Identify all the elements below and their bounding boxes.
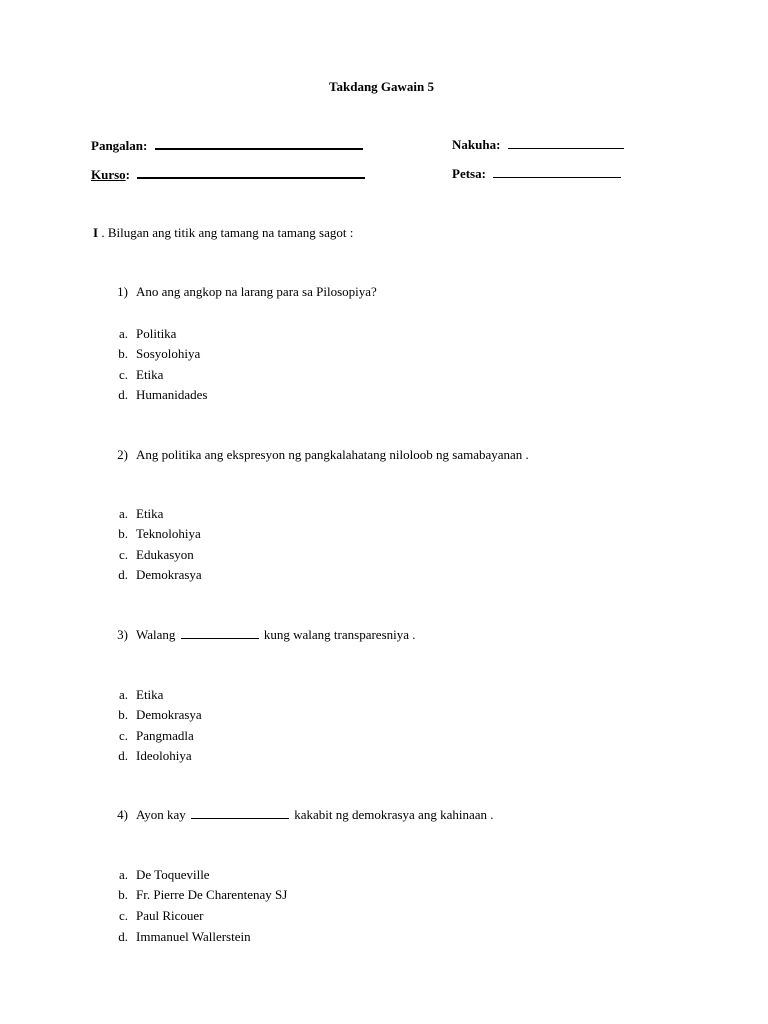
- option-letter: b.: [118, 707, 128, 722]
- option-text: Etika: [136, 367, 164, 382]
- option-letter: b.: [118, 346, 128, 361]
- document-title: Takdang Gawain 5: [329, 79, 435, 94]
- q4-option-c[interactable]: [106, 908, 204, 924]
- option-letter: d.: [118, 929, 128, 944]
- option-letter: a.: [118, 326, 128, 341]
- option-letter: d.: [118, 387, 128, 402]
- q2-option-d[interactable]: [106, 567, 202, 583]
- question-number: 3): [117, 627, 128, 642]
- question-3: [106, 627, 416, 643]
- q2-option-b[interactable]: [106, 526, 201, 542]
- q2-option-a[interactable]: [106, 506, 163, 522]
- option-text: Teknolohiya: [136, 526, 201, 541]
- option-letter: a.: [118, 506, 128, 521]
- course-field[interactable]: [91, 166, 365, 183]
- section-number: I: [93, 225, 99, 240]
- option-text: Paul Ricouer: [136, 908, 204, 923]
- q1-option-a[interactable]: [106, 326, 176, 342]
- date-label: Petsa:: [452, 166, 486, 181]
- option-text: Immanuel Wallerstein: [136, 929, 251, 944]
- option-letter: c.: [118, 728, 128, 743]
- option-text: Politika: [136, 326, 177, 341]
- question-number: 4): [117, 807, 128, 822]
- question-text-after: kung walang transparesniya .: [263, 627, 416, 642]
- option-letter: d.: [118, 567, 128, 582]
- option-text: Etika: [136, 687, 164, 702]
- question-text: Ano ang angkop na larang para sa Pilosopiya?: [136, 284, 377, 299]
- option-text: De Toqueville: [136, 867, 210, 882]
- question-2: [106, 447, 529, 463]
- option-text: Etika: [136, 506, 164, 521]
- option-text: Humanidades: [136, 387, 208, 402]
- q4-option-b[interactable]: [106, 887, 287, 903]
- course-colon: :: [125, 167, 131, 182]
- q3-option-b[interactable]: [106, 707, 202, 723]
- score-label: Nakuha:: [452, 137, 501, 152]
- option-letter: b.: [118, 887, 128, 902]
- option-text: Edukasyon: [136, 547, 194, 562]
- q3-option-d[interactable]: [106, 748, 192, 764]
- date-field[interactable]: [452, 166, 621, 182]
- question-number: 2): [117, 447, 128, 462]
- q1-option-b[interactable]: [106, 346, 200, 362]
- score-field[interactable]: [452, 137, 624, 153]
- q4-option-a[interactable]: [106, 867, 210, 883]
- option-text: Ideolohiya: [136, 748, 192, 763]
- option-letter: a.: [118, 867, 128, 882]
- name-label: Pangalan:: [91, 138, 148, 153]
- question-text-after: kakabit ng demokrasya ang kahinaan .: [294, 807, 494, 822]
- question-4: [106, 807, 493, 823]
- section-text: . Bilugan ang titik ang tamang na tamang sagot :: [101, 225, 354, 240]
- q4-option-d[interactable]: [106, 929, 251, 945]
- option-text: Demokrasya: [136, 567, 202, 582]
- answer-blank[interactable]: [181, 627, 259, 639]
- name-blank[interactable]: [155, 137, 363, 150]
- q1-option-d[interactable]: [106, 387, 207, 403]
- option-letter: c.: [118, 908, 128, 923]
- option-letter: b.: [118, 526, 128, 541]
- name-field[interactable]: [91, 137, 363, 154]
- course-label: Kurso: [91, 167, 126, 182]
- question-text-before: Ayon kay: [136, 807, 186, 822]
- question-text-before: Walang: [136, 627, 176, 642]
- q2-option-c[interactable]: [106, 547, 194, 563]
- date-blank[interactable]: [493, 166, 621, 178]
- option-letter: d.: [118, 748, 128, 763]
- option-text: Demokrasya: [136, 707, 202, 722]
- option-letter: c.: [118, 367, 128, 382]
- course-blank[interactable]: [137, 166, 365, 179]
- q1-option-c[interactable]: [106, 367, 163, 383]
- option-text: Pangmadla: [136, 728, 194, 743]
- question-1: [106, 284, 377, 300]
- option-text: Fr. Pierre De Charentenay SJ: [136, 887, 288, 902]
- question-number: 1): [117, 284, 128, 299]
- score-blank[interactable]: [508, 137, 624, 149]
- q3-option-c[interactable]: [106, 728, 194, 744]
- q3-option-a[interactable]: [106, 687, 163, 703]
- question-text: Ang politika ang ekspresyon ng pangkalahatang niloloob ng samabayanan .: [136, 447, 529, 462]
- option-letter: a.: [118, 687, 128, 702]
- option-text: Sosyolohiya: [136, 346, 201, 361]
- answer-blank[interactable]: [191, 807, 289, 819]
- section-instruction: [93, 225, 353, 241]
- option-letter: c.: [118, 547, 128, 562]
